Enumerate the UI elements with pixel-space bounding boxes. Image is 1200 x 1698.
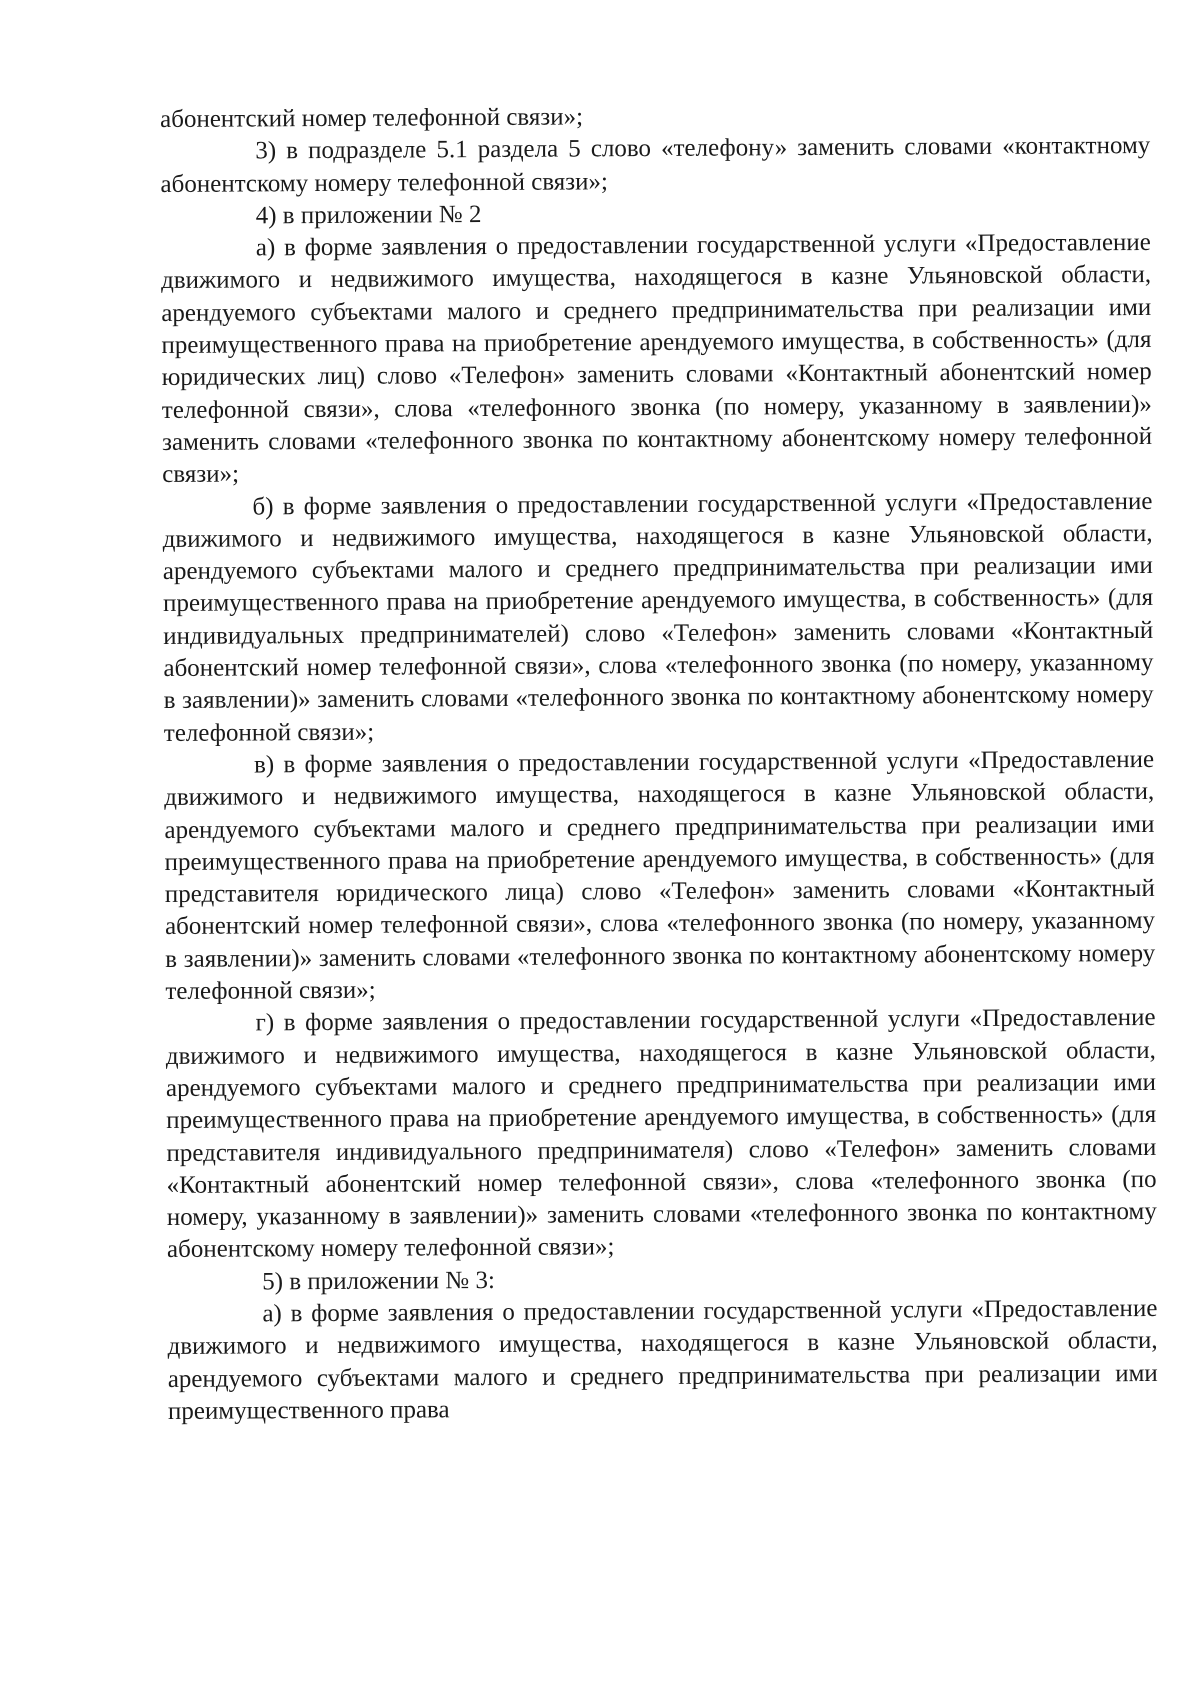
paragraph-item-4a: а) в форме заявления о предоставлении государственной услуги «Предоставление движимого и недвижимого имущества, находящегося в казне Ульяновской области, арендуемого субъектами малого и среднего предпринимательства при реализации ими преимущественного права на приобретение арендуемого имущества, в собственность» (для юридических лиц) слово «Телефон» заменить словами «Контактный абонентский номер телефонной связи», слова «телефонного звонка (по номеру, указанному в заявлении)» заменить словами «телефонного звонка по контактному абонентскому номеру телефонной связи»;: [160, 229, 1153, 489]
paragraph-continuation: абонентский номер телефонной связи»;: [160, 103, 584, 133]
paragraph-item-4b: б) в форме заявления о предоставлении государственной услуги «Предоставление движимого и недвижимого имущества, находящегося в казне Ульяновской области, арендуемого субъектами малого и среднего предпринимательства при реализации ими преимущественного права на приобретение арендуемого имущества, в собственность» (для индивидуальных предпринимателей) слово «Телефон» заменить словами «Контактный абонентский номер телефонной связи», слова «телефонного звонка (по номеру, указанному в заявлении)» заменить словами «телефонного звонка по контактному абонентскому номеру телефонной связи»;: [162, 487, 1154, 747]
paragraph-item-4-heading: 4) в приложении № 2: [255, 200, 482, 230]
document-body: [160, 98, 1158, 1428]
paragraph-item-5-heading: 5) в приложении № 3:: [262, 1266, 495, 1296]
paragraph-item-4v: в) в форме заявления о предоставлении государственной услуги «Предоставление движимого и недвижимого имущества, находящегося в казне Ульяновской области, арендуемого субъектами малого и среднего предпринимательства при реализации ими преимущественного права на приобретение арендуемого имущества, в собственность» (для представителя юридического лица) слово «Телефон» заменить словами «Контактный абонентский номер телефонной связи», слова «телефонного звонка (по номеру, указанному в заявлении)» заменить словами «телефонного звонка по контактному абонентскому номеру телефонной связи»;: [164, 745, 1156, 1005]
paragraph-item-5a: а) в форме заявления о предоставлении государственной услуги «Предоставление движимого и недвижимого имущества, находящегося в казне Ульяновской области, арендуемого субъектами малого и среднего предпринимательства при реализации ими преимущественного права: [167, 1294, 1158, 1425]
paragraph-item-4g: г) в форме заявления о предоставлении государственной услуги «Предоставление движимого и недвижимого имущества, находящегося в казне Ульяновской области, арендуемого субъектами малого и среднего предпринимательства при реализации ими преимущественного права на приобретение арендуемого имущества, в собственность» (для представителя индивидуального предпринимателя) слово «Телефон» заменить словами «Контактный абонентский номер телефонной связи», слова «телефонного звонка (по номеру, указанному в заявлении)» заменить словами «телефонного звонка по контактному абонентскому номеру телефонной связи»;: [165, 1004, 1157, 1264]
paragraph-item-3: 3) в подразделе 5.1 раздела 5 слово «телефону» заменить словами «контактному абонентскому номеру телефонной связи»;: [160, 132, 1151, 198]
